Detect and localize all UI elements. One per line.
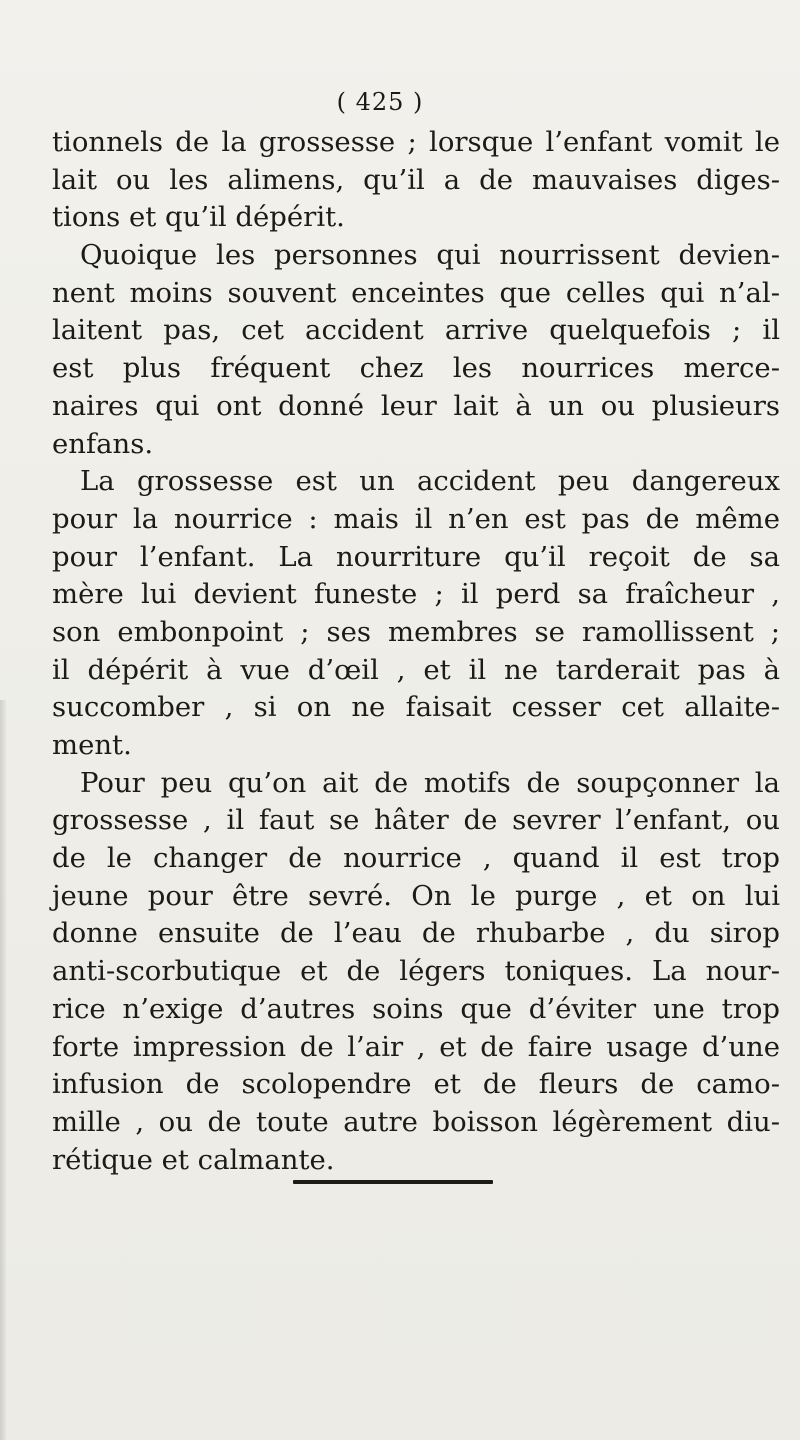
text-line: est plus fréquent chez les nourrices merce- (52, 352, 780, 385)
text-line: rice n’exige d’autres soins que d’éviter une trop (52, 992, 780, 1025)
page-number: ( 425 ) (336, 88, 424, 116)
text-line: de le changer de nourrice , quand il est trop (52, 842, 780, 875)
text-line: La grossesse est un accident peu dangereux (80, 465, 780, 498)
text-line: mille , ou de toute autre boisson légèrement diu- (52, 1105, 780, 1138)
text-line: tions et qu’il dépérit. (52, 201, 345, 234)
text-line: il dépérit à vue d’œil , et il ne tarderait pas à (52, 653, 780, 686)
page-edge-shadow (0, 700, 6, 1440)
text-line: mère lui devient funeste ; il perd sa fraîcheur , (52, 578, 780, 611)
text-line: nent moins souvent enceintes que celles qui n’al- (52, 276, 780, 309)
text-line: rétique et calmante. (52, 1143, 335, 1176)
text-line: anti-scorbutique et de légers toniques. La nour- (52, 955, 780, 988)
text-line: donne ensuite de l’eau de rhubarbe , du sirop (52, 917, 780, 950)
text-line: forte impression de l’air , et de faire usage d’une (52, 1030, 780, 1063)
text-line: tionnels de la grossesse ; lorsque l’enfant vomit le (52, 126, 780, 158)
text-line: pour l’enfant. La nourriture qu’il reçoit de sa (52, 540, 780, 573)
text-line: Quoique les personnes qui nourrissent devien- (80, 239, 780, 272)
text-line: enfans. (52, 427, 154, 460)
body-text (52, 124, 780, 1179)
text-line: laitent pas, cet accident arrive quelquefois ; il (52, 314, 780, 347)
section-separator-rule (293, 1180, 493, 1184)
text-line: lait ou les alimens, qu’il a de mauvaises diges- (52, 163, 780, 196)
text-line: infusion de scolopendre et de fleurs de camo- (52, 1068, 780, 1101)
text-line: grossesse , il faut se hâter de sevrer l’enfant, ou (52, 804, 780, 837)
text-line: Pour peu qu’on ait de motifs de soupçonner la (80, 766, 780, 799)
text-line: son embonpoint ; ses membres se ramollissent ; (52, 615, 780, 648)
text-line: jeune pour être sevré. On le purge , et on lui (52, 879, 780, 912)
text-line: naires qui ont donné leur lait à un ou plusieurs (52, 389, 780, 422)
text-line: ment. (52, 729, 132, 761)
text-line: succomber , si on ne faisait cesser cet allaite- (52, 691, 780, 724)
text-line: pour la nourrice : mais il n’en est pas de même (52, 502, 780, 535)
